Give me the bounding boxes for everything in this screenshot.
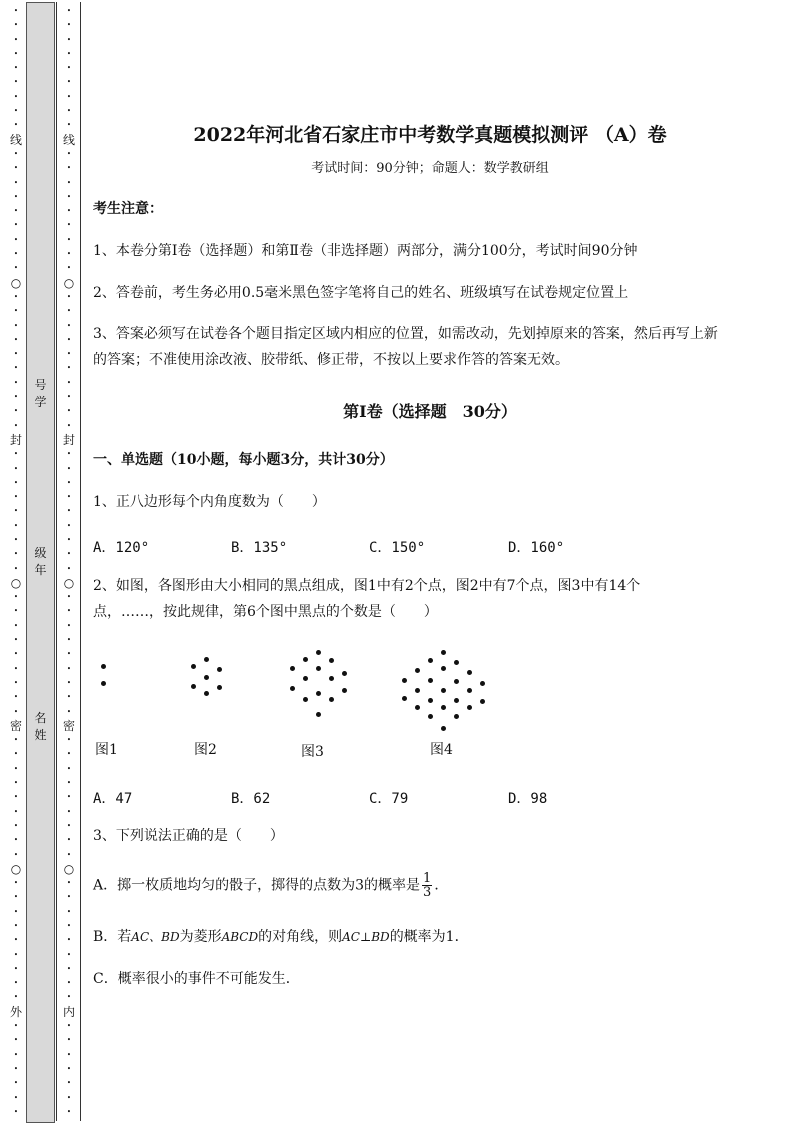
seal-dot: • (13, 221, 19, 230)
seal-dot: • (66, 92, 72, 101)
figure-4-dot (441, 666, 446, 671)
seal-dot: • (66, 221, 72, 230)
seal-dot: • (66, 879, 72, 888)
question-3: 3、下列说法正确的是（ ） (93, 828, 284, 844)
figure-2-dot (204, 657, 209, 662)
seal-dot: • (66, 235, 72, 244)
seal-dot: • (13, 893, 19, 902)
seal-dot: • (66, 64, 72, 73)
seal-dot: • (13, 207, 19, 216)
figure-4-dot (402, 696, 407, 701)
seal-dot: • (66, 636, 72, 645)
seal-dot: • (66, 707, 72, 716)
seal-mark: ○ (63, 275, 75, 290)
seal-dot: • (13, 264, 19, 273)
seal-dot: • (13, 1064, 19, 1073)
figure-4-dot (428, 678, 433, 683)
figure-4-dot (454, 679, 459, 684)
question-2-line-1: 2、如图，各图形由大小相同的黑点组成，图1中有2个点，图2中有7个点，图3中有14个 (93, 578, 641, 594)
margin-border (80, 2, 81, 1121)
seal-dot: • (66, 49, 72, 58)
seal-dot: • (13, 993, 19, 1002)
seal-dot: • (13, 793, 19, 802)
seal-mark: 密 (9, 718, 22, 733)
seal-dot: • (13, 821, 19, 830)
seal-dot: • (66, 893, 72, 902)
seal-dot: • (13, 393, 19, 402)
seal-dot: • (13, 421, 19, 430)
figure-3-dot (316, 691, 321, 696)
figure-4-dot (402, 678, 407, 683)
q1-option-b: B．135° (231, 540, 288, 556)
seal-mark: 封 (9, 432, 22, 447)
seal-dot: • (13, 636, 19, 645)
q2-option-c: C．79 (369, 791, 409, 807)
seal-dot: • (13, 779, 19, 788)
figure-3-dot (342, 671, 347, 676)
notice-item-2: 2、答卷前，考生务必用0.5毫米黑色签字笔将自己的姓名、班级填写在试卷规定位置上 (93, 285, 629, 301)
outer-seal-line (9, 4, 23, 1119)
seal-dot: • (13, 478, 19, 487)
figure-4-dot (480, 681, 485, 686)
grade-label: 级 年 (34, 546, 47, 577)
seal-dot: • (13, 936, 19, 945)
seal-dot: • (66, 736, 72, 745)
seal-dot: • (66, 121, 72, 130)
figure-3-dot (303, 697, 308, 702)
seal-dot: • (66, 364, 72, 373)
seal-dot: • (13, 493, 19, 502)
figure-4-dot (428, 658, 433, 663)
seal-mark: 内 (62, 1004, 75, 1019)
seal-dot: • (66, 164, 72, 173)
seal-dot: • (66, 850, 72, 859)
figure-3-dot (303, 676, 308, 681)
figure-3-dot (303, 657, 308, 662)
fraction: $\frac{1}{3}$ (423, 871, 432, 900)
seal-dot: • (66, 178, 72, 187)
seal-dot: • (13, 92, 19, 101)
figure-3-dot (290, 686, 295, 691)
seal-dot: • (66, 478, 72, 487)
seal-dot: • (66, 421, 72, 430)
figure-2-dot (217, 685, 222, 690)
seal-mark: 线 (9, 132, 22, 147)
seal-dot: • (66, 307, 72, 316)
seal-dot: • (66, 922, 72, 930)
figure-4-dot (441, 688, 446, 693)
figure-4-dot (415, 668, 420, 673)
notice-item-3a: 3、答案必须写在试卷各个题目指定区域内相应的位置，如需改动，先划掉原来的答案，然后再写上新 (93, 326, 718, 342)
seal-dot: • (13, 750, 19, 759)
seal-mark: 线 (62, 132, 75, 147)
seal-dot: • (66, 693, 72, 702)
figure-3-label: 图3 (301, 744, 324, 760)
seal-dot: • (66, 593, 72, 602)
figure-4-dot (428, 714, 433, 719)
seal-dot: • (13, 922, 19, 930)
seal-dot: • (13, 550, 19, 559)
seal-dot: • (13, 907, 19, 916)
seal-dot: • (13, 49, 19, 58)
q3-option-a: A．掷一枚质地均匀的骰子，掷得的点数为3的概率是 $\frac{1}{3}$ ． (93, 871, 449, 900)
seal-dot: • (66, 950, 72, 959)
question-2-line-2: 点，……，按此规律，第6个图中黑点的个数是（ ） (93, 604, 438, 620)
figure-2-label: 图2 (194, 742, 217, 758)
section-title: 第I卷（选择题 30分） (343, 402, 517, 421)
figure-2-dot (204, 675, 209, 680)
seal-dot: • (66, 993, 72, 1002)
figure-1-dot (101, 664, 106, 669)
seal-dot: • (66, 407, 72, 416)
q3-option-c: C．概率很小的事件不可能发生． (93, 971, 300, 987)
seal-dot: • (66, 1107, 72, 1116)
figure-3-dot (316, 666, 321, 671)
seal-dot: • (66, 821, 72, 830)
seal-dot: • (13, 178, 19, 187)
seal-dot: • (66, 149, 72, 158)
seal-mark: 密 (62, 718, 75, 733)
figure-4-dot (441, 726, 446, 731)
seal-dot: • (13, 850, 19, 859)
seal-dot: • (13, 235, 19, 244)
seal-dot: • (66, 607, 72, 616)
seal-dot: • (66, 936, 72, 945)
seal-dot: • (13, 736, 19, 745)
seal-dot: • (66, 650, 72, 659)
seal-dot: • (13, 1079, 19, 1088)
student-id-label: 号 学 (34, 378, 47, 409)
seal-mark: ○ (10, 275, 22, 290)
exam-info: 考试时间：90分钟；命题人：数学教研组 (311, 161, 549, 176)
seal-dot: • (13, 535, 19, 544)
q1-option-c: C．150° (369, 540, 426, 556)
seal-dot: • (66, 107, 72, 116)
figure-4-dot (415, 705, 420, 710)
seal-dot: • (66, 493, 72, 502)
seal-dot: • (66, 836, 72, 845)
figure-4-dot (480, 699, 485, 704)
seal-dot: • (66, 1022, 72, 1031)
seal-dot: • (66, 7, 72, 15)
seal-dot: • (13, 650, 19, 659)
seal-dot: • (66, 78, 72, 87)
seal-dot: • (13, 1050, 19, 1059)
seal-dot: • (13, 321, 19, 330)
seal-dot: • (13, 464, 19, 473)
seal-dot: • (13, 621, 19, 630)
seal-dot: • (66, 378, 72, 387)
seal-dot: • (13, 64, 19, 73)
seal-dot: • (13, 364, 19, 373)
seal-dot: • (13, 607, 19, 616)
figure-3-dot (316, 712, 321, 717)
q3-option-b: B．若AC、BD为菱形ABCD的对角线，则AC⊥BD的概率为1． (93, 929, 469, 945)
seal-dot: • (13, 707, 19, 716)
seal-dot: • (13, 836, 19, 845)
seal-dot: • (66, 464, 72, 473)
seal-dot: • (66, 393, 72, 402)
strip-border (56, 2, 57, 1121)
seal-dot: • (13, 507, 19, 516)
seal-dot: • (13, 378, 19, 387)
seal-dot: • (66, 1079, 72, 1088)
notice-item-3b: 的答案；不准使用涂改液、胶带纸、修正带，不按以上要求作答的答案无效。 (93, 352, 569, 368)
figure-4-dot (415, 688, 420, 693)
figure-4-dot (441, 705, 446, 710)
part-heading: 一、单选题（10小题，每小题3分，共计30分） (93, 452, 394, 468)
seal-dot: • (66, 1036, 72, 1045)
q2-option-a: A．47 (93, 791, 133, 807)
seal-dot: • (13, 78, 19, 87)
seal-dot: • (66, 807, 72, 816)
figure-2-dot (191, 664, 196, 669)
seal-dot: • (66, 450, 72, 459)
seal-dot: • (66, 793, 72, 802)
seal-dot: • (13, 7, 19, 15)
seal-dot: • (66, 907, 72, 916)
q2-option-b: B．62 (231, 791, 271, 807)
figure-1-label: 图1 (95, 742, 118, 758)
seal-dot: • (13, 964, 19, 973)
seal-dot: • (13, 307, 19, 316)
figure-3-dot (329, 658, 334, 663)
seal-dot: • (66, 779, 72, 788)
seal-dot: • (13, 764, 19, 773)
figure-3-dot (290, 666, 295, 671)
seal-dot: • (13, 807, 19, 816)
figure-4-dot (467, 670, 472, 675)
seal-dot: • (13, 564, 19, 573)
seal-dot: • (13, 407, 19, 416)
seal-dot: • (66, 621, 72, 630)
figure-3-dot (329, 697, 334, 702)
seal-dot: • (13, 121, 19, 130)
seal-dot: • (13, 107, 19, 116)
seal-dot: • (66, 335, 72, 344)
seal-mark: ○ (63, 861, 75, 876)
seal-dot: • (66, 550, 72, 559)
figure-4-dot (454, 660, 459, 665)
figure-2-dot (204, 691, 209, 696)
seal-dot: • (13, 192, 19, 201)
seal-dot: • (13, 21, 19, 30)
seal-dot: • (66, 535, 72, 544)
q1-option-d: D．160° (508, 540, 565, 556)
seal-dot: • (66, 979, 72, 988)
seal-dot: • (66, 250, 72, 259)
question-1: 1、正八边形每个内角度数为（ ） (93, 494, 326, 510)
seal-dot: • (66, 764, 72, 773)
seal-dot: • (13, 979, 19, 988)
seal-dot: • (66, 35, 72, 44)
seal-dot: • (13, 879, 19, 888)
seal-dot: • (13, 450, 19, 459)
figure-4-dot (467, 705, 472, 710)
seal-dot: • (13, 335, 19, 344)
seal-dot: • (66, 192, 72, 201)
seal-dot: • (66, 564, 72, 573)
seal-dot: • (66, 321, 72, 330)
seal-dot: • (13, 149, 19, 158)
seal-dot: • (66, 1093, 72, 1102)
seal-dot: • (66, 264, 72, 273)
seal-dot: • (66, 207, 72, 216)
page-title: 2022年河北省石家庄市中考数学真题模拟测评 （A）卷 (193, 124, 667, 146)
seal-dot: • (13, 35, 19, 44)
seal-dot: • (13, 250, 19, 259)
seal-dot: • (13, 350, 19, 359)
notice-heading: 考生注意： (93, 201, 163, 217)
q1-option-a: A．120° (93, 540, 150, 556)
seal-dot: • (66, 964, 72, 973)
figure-4-dot (428, 698, 433, 703)
seal-dot: • (13, 693, 19, 702)
seal-dot: • (13, 593, 19, 602)
figure-2-dot (217, 667, 222, 672)
inner-seal-line (62, 4, 76, 1119)
seal-dot: • (13, 664, 19, 673)
seal-dot: • (66, 1064, 72, 1073)
seal-mark: 封 (62, 432, 75, 447)
q2-option-d: D．98 (508, 791, 548, 807)
seal-dot: • (66, 292, 72, 301)
seal-dot: • (66, 750, 72, 759)
seal-dot: • (13, 950, 19, 959)
figure-4-dot (441, 650, 446, 655)
figure-4-dot (467, 688, 472, 693)
figure-1-dot (101, 681, 106, 686)
notice-item-1: 1、本卷分第I卷（选择题）和第Ⅱ卷（非选择题）两部分，满分100分，考试时间90分钟 (93, 243, 638, 259)
seal-dot: • (13, 164, 19, 173)
figure-3-dot (316, 650, 321, 655)
figure-3-dot (329, 676, 334, 681)
seal-mark: ○ (10, 861, 22, 876)
figure-4-dot (454, 698, 459, 703)
seal-dot: • (66, 350, 72, 359)
seal-mark: 外 (9, 1004, 22, 1019)
seal-dot: • (13, 1107, 19, 1116)
seal-dot: • (66, 521, 72, 530)
seal-dot: • (66, 507, 72, 516)
seal-dot: • (13, 1093, 19, 1102)
figure-3-dot (342, 688, 347, 693)
seal-dot: • (13, 678, 19, 687)
figure-2-dot (191, 684, 196, 689)
seal-dot: • (13, 1036, 19, 1045)
seal-dot: • (13, 1022, 19, 1031)
seal-dot: • (66, 21, 72, 30)
seal-mark: ○ (10, 575, 22, 590)
seal-dot: • (66, 664, 72, 673)
name-label: 名 姓 (34, 711, 47, 742)
figure-4-dot (454, 714, 459, 719)
seal-dot: • (13, 292, 19, 301)
seal-dot: • (66, 1050, 72, 1059)
seal-dot: • (13, 521, 19, 530)
seal-dot: • (66, 678, 72, 687)
seal-mark: ○ (63, 575, 75, 590)
figure-4-label: 图4 (430, 742, 453, 758)
